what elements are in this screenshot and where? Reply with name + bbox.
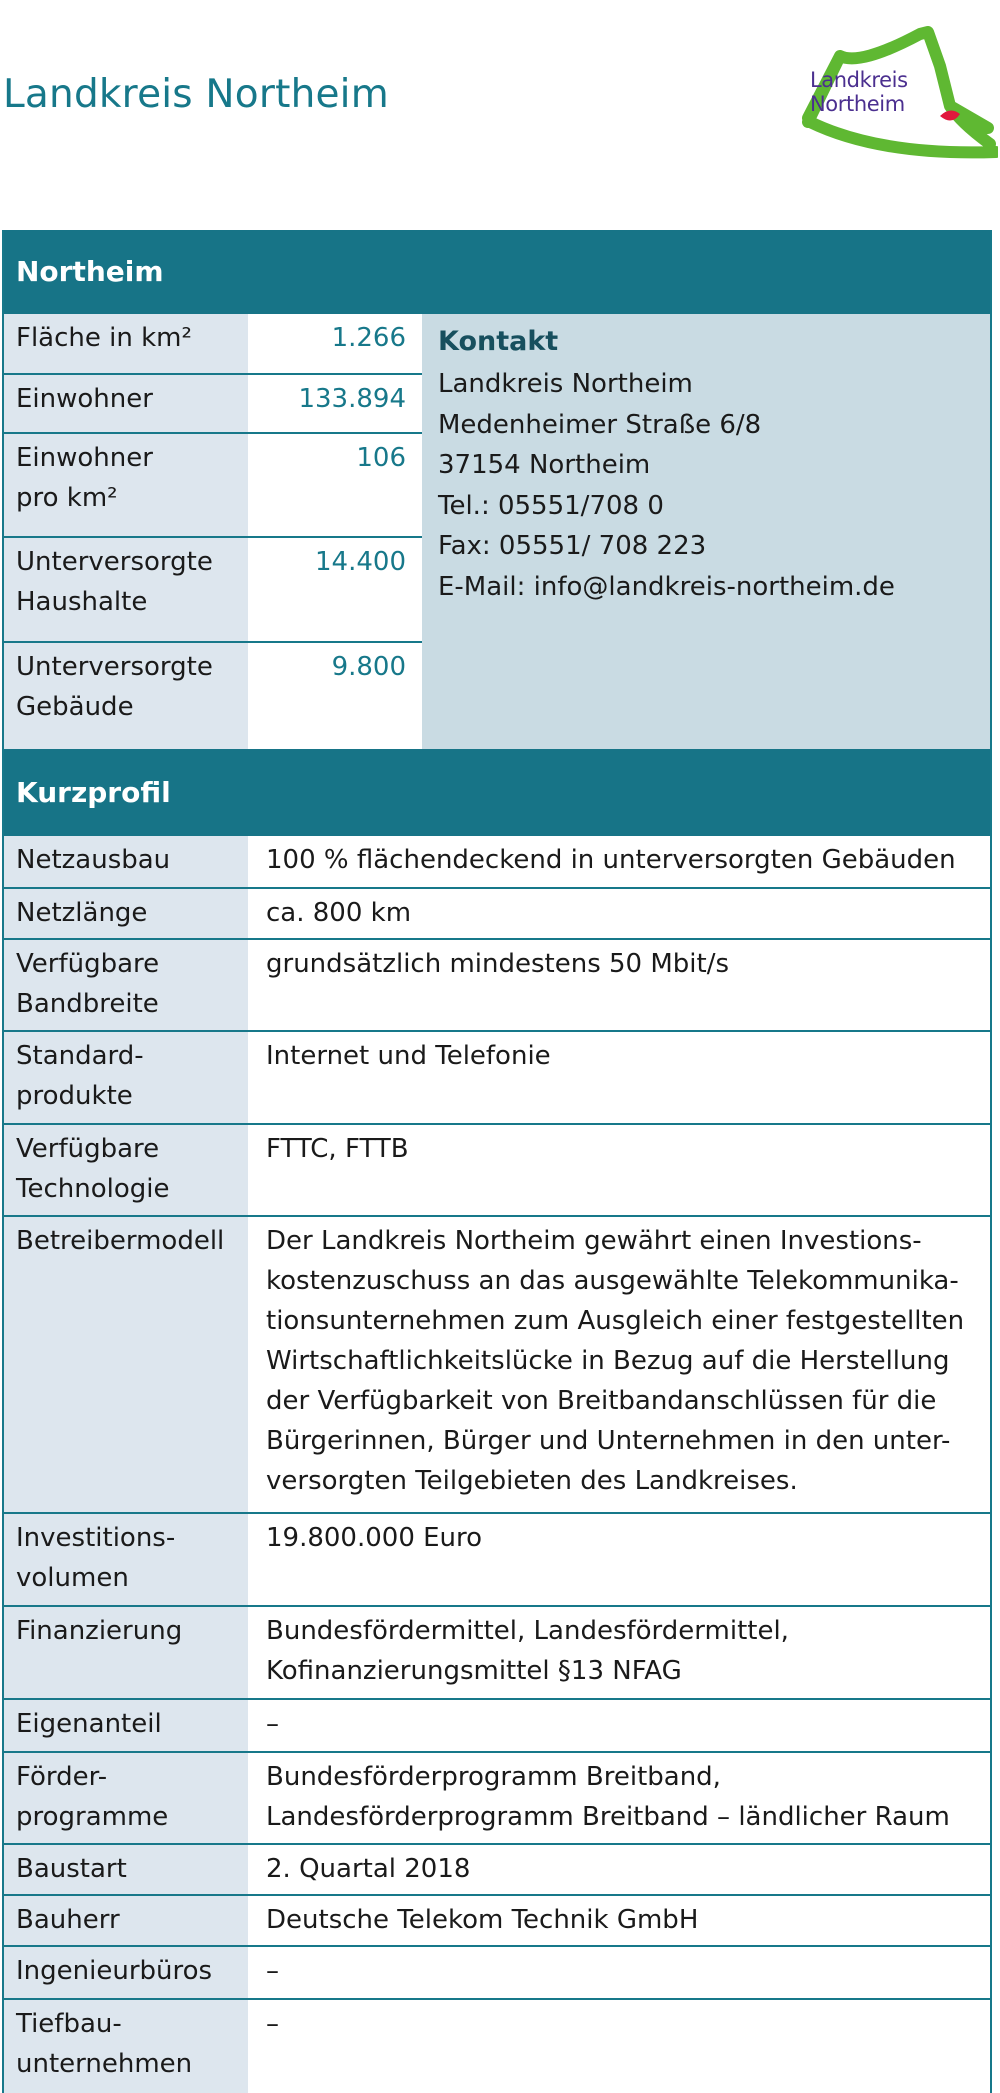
stat-label-line: Einwohner: [16, 443, 153, 473]
section-header-northeim: Northeim: [4, 230, 990, 314]
row-value-line: Bundesfördermittel, Landesfördermittel,: [266, 1616, 789, 1646]
row-label-produkte: [4, 1032, 248, 1123]
row-label-line: Bandbreite: [16, 989, 159, 1019]
row-value-netzausbau: [248, 836, 990, 887]
stat-value-flaeche: 1.266: [331, 323, 406, 353]
row-value-foerderprogramme: [248, 1753, 990, 1843]
row-label-line: Netzausbau: [16, 845, 171, 875]
stat-label-line: Unterversorgte: [16, 652, 213, 682]
row-value-volumen: [248, 1514, 990, 1605]
row-value-baustart: [248, 1845, 990, 1894]
row-label-tiefbau: [4, 2000, 248, 2093]
stat-label-line: Haushalte: [16, 587, 148, 617]
row-value-line: tionsunternehmen zum Ausgleich einer festgestellten: [266, 1306, 965, 1336]
district-logo: [800, 26, 998, 168]
stat-label-gebaeude: [4, 643, 248, 749]
row-value-line: ca. 800 km: [266, 898, 412, 928]
row-value-line: der Verfügbarkeit von Breitbandanschlüssen für die: [266, 1386, 937, 1416]
row-label-bandbreite: [4, 940, 248, 1030]
row-label-betreibermodell: [4, 1217, 248, 1512]
logo-text-line2: Northeim: [810, 92, 905, 116]
row-value-line: FTTC, FTTB: [266, 1134, 409, 1164]
row-label-technologie: [4, 1125, 248, 1215]
row-label-line: volumen: [16, 1563, 129, 1593]
row-value-line: kostenzuschuss an das ausgewählte Telekommunika-: [266, 1266, 959, 1296]
row-label-line: Verfügbare: [16, 949, 160, 979]
contact-name: Landkreis Northeim: [438, 369, 693, 399]
row-value-bandbreite: [248, 940, 990, 1030]
contact-phone[interactable]: Tel.: 05551/708 0: [438, 490, 664, 521]
contact-street: Medenheimer Straße 6/8: [438, 409, 762, 440]
row-label-line: Förder-: [16, 1762, 108, 1792]
stat-label-line: Gebäude: [16, 692, 134, 722]
row-value-line: Bürgerinnen, Bürger und Unternehmen in den unter-: [266, 1426, 951, 1456]
row-value-ingenieurbueros: [248, 1947, 990, 1998]
row-label-line: Standard-: [16, 1041, 144, 1071]
row-value-bauherr: [248, 1896, 990, 1945]
row-value-netzlaenge: [248, 889, 990, 938]
section-header-kurzprofil: Kurzprofil: [4, 749, 990, 836]
row-label-finanzierung: [4, 1607, 248, 1698]
row-label-line: Verfügbare: [16, 1134, 160, 1164]
row-value-line: –: [266, 1709, 279, 1739]
row-label-line: Investitions-: [16, 1523, 176, 1553]
row-value-eigenanteil: [248, 1700, 990, 1751]
row-label-line: Eigenanteil: [16, 1709, 162, 1739]
page-title: Landkreis Northeim: [3, 72, 389, 117]
row-label-netzlaenge: [4, 889, 248, 938]
profile-table: [2, 230, 992, 2093]
row-label-eigenanteil: [4, 1700, 248, 1751]
row-value-line: versorgten Teilgebieten des Landkreises.: [266, 1466, 798, 1496]
stat-value-einwohner: 133.894: [298, 384, 406, 414]
row-value-line: Der Landkreis Northeim gewährt einen Investions-: [266, 1226, 922, 1256]
stat-label-dichte: [4, 434, 248, 536]
stat-label-einwohner: Einwohner: [4, 375, 248, 432]
row-value-line: Wirtschaftlichkeitslücke in Bezug auf die Herstellung: [266, 1346, 950, 1376]
row-value-line: 100 % flächendeckend in unterversorgten Gebäuden: [266, 845, 956, 875]
contact-box: [422, 314, 990, 749]
row-value-line: –: [266, 2009, 279, 2039]
contact-city: 37154 Northeim: [438, 450, 651, 480]
row-value-line: grundsätzlich mindestens 50 Mbit/s: [266, 949, 730, 979]
row-label-line: programme: [16, 1802, 169, 1832]
row-value-line: 19.800.000 Euro: [266, 1523, 483, 1553]
row-label-ingenieurbueros: [4, 1947, 248, 1998]
logo-text-line1: Landkreis: [810, 68, 908, 92]
row-value-line: Bundesförderprogramm Breitband,: [266, 1762, 721, 1792]
stat-value-dichte: 106: [356, 443, 406, 473]
row-value-technologie: [248, 1125, 990, 1215]
contact-fax: Fax: 05551/ 708 223: [438, 531, 707, 561]
row-label-line: Finanzierung: [16, 1616, 183, 1646]
row-label-line: Technologie: [16, 1174, 170, 1204]
row-label-line: produkte: [16, 1081, 133, 1111]
row-value-tiefbau: [248, 2000, 990, 2093]
row-value-line: –: [266, 1956, 279, 1986]
row-label-netzausbau: [4, 836, 248, 887]
row-value-line: Kofinanzierungsmittel §13 NFAG: [266, 1656, 682, 1686]
row-label-line: Ingenieurbüros: [16, 1956, 213, 1986]
stat-label-line: pro km²: [16, 483, 118, 513]
stat-label-line: Unterversorgte: [16, 547, 213, 577]
contact-title: Kontakt: [438, 326, 559, 357]
row-value-line: Deutsche Telekom Technik GmbH: [266, 1905, 699, 1935]
row-label-line: Bauherr: [16, 1905, 120, 1935]
stat-label-haushalte: [4, 538, 248, 641]
row-label-volumen: [4, 1514, 248, 1605]
row-value-produkte: [248, 1032, 990, 1123]
row-label-line: Netzlänge: [16, 898, 148, 928]
row-value-finanzierung: [248, 1607, 990, 1698]
stat-value-haushalte: 14.400: [315, 547, 406, 577]
row-value-line: Landesförderprogramm Breitband – ländlicher Raum: [266, 1802, 950, 1832]
row-label-baustart: [4, 1845, 248, 1894]
row-label-line: Betreibermodell: [16, 1226, 225, 1256]
row-label-line: unternehmen: [16, 2049, 193, 2079]
contact-email[interactable]: E-Mail: info@landkreis-northeim.de: [438, 571, 895, 602]
row-value-line: Internet und Telefonie: [266, 1041, 551, 1071]
stat-label-flaeche: Fläche in km²: [4, 314, 248, 373]
row-label-line: Tiefbau-: [16, 2009, 122, 2039]
row-label-bauherr: [4, 1896, 248, 1945]
row-value-line: 2. Quartal 2018: [266, 1854, 471, 1884]
stat-value-gebaeude: 9.800: [331, 652, 406, 682]
row-label-foerderprogramme: [4, 1753, 248, 1843]
row-value-betreibermodell: [248, 1217, 990, 1512]
row-label-line: Baustart: [16, 1854, 127, 1884]
